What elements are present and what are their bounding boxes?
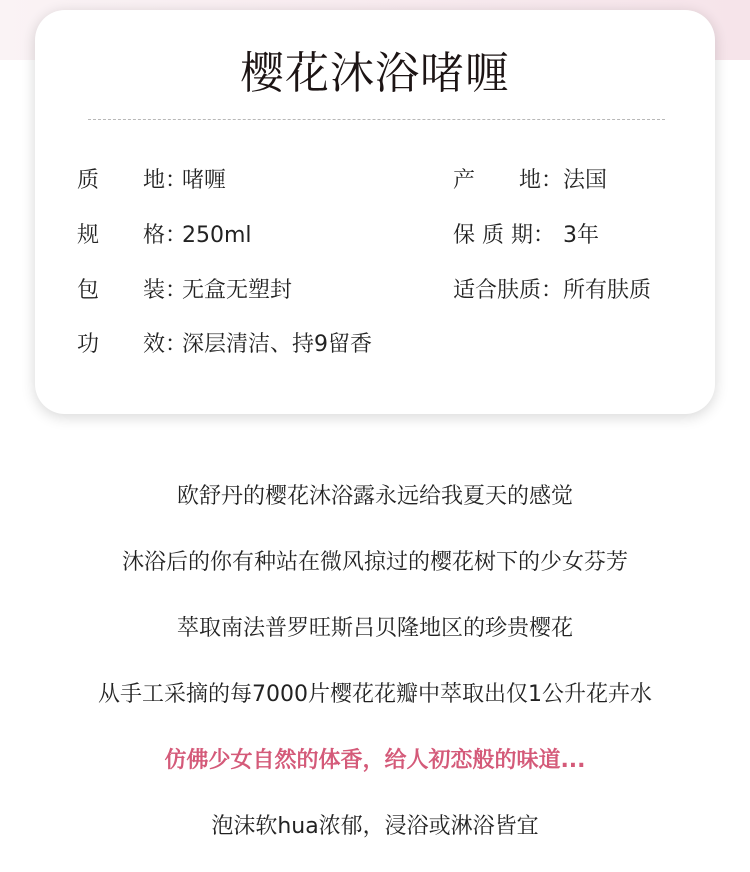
- spec-effect: [77, 330, 372, 360]
- spec-texture: [77, 166, 226, 196]
- spec-value: 无盒无塑封: [182, 278, 293, 303]
- description-line: 从手工采摘的每7000片樱花花瓣中萃取出仅1公升花卉水: [98, 682, 652, 707]
- spec-value: 啫喱: [182, 168, 227, 193]
- spec-value: 3年: [563, 223, 599, 248]
- spec-label: 包 装：: [77, 278, 188, 303]
- spec-packaging: [77, 276, 292, 306]
- spec-shelf-life: [453, 221, 599, 251]
- description-highlight-line: 仿佛少女自然的体香，给人初恋般的味道...: [164, 748, 586, 773]
- spec-volume: [77, 221, 252, 251]
- product-title: 樱花沐浴啫喱: [240, 48, 510, 99]
- spec-value: 法国: [563, 168, 608, 193]
- spec-value: 深层清洁、持9留香: [182, 332, 372, 357]
- spec-value: 所有肤质: [563, 278, 652, 303]
- spec-label: 质 地：: [77, 168, 188, 193]
- spec-label: 规 格：: [77, 223, 188, 248]
- spec-label: 功 效：: [77, 332, 188, 357]
- product-spec-card: [35, 10, 715, 414]
- spec-label: 适合肤质：: [453, 278, 564, 303]
- spec-value: 250ml: [182, 223, 252, 248]
- spec-skin-type: [453, 276, 651, 306]
- spec-origin: [453, 166, 607, 196]
- dashed-divider: [88, 119, 665, 120]
- description-line: 萃取南法普罗旺斯吕贝隆地区的珍贵樱花: [176, 616, 573, 641]
- spec-label: 保 质 期：: [453, 223, 555, 248]
- spec-label: 产 地：: [453, 168, 564, 193]
- description-line: 泡沫软hua浓郁，浸浴或淋浴皆宜: [211, 814, 539, 839]
- description-line: 沐浴后的你有种站在微风掠过的樱花树下的少女芬芳: [121, 550, 628, 575]
- description-line: 欧舒丹的樱花沐浴露永远给我夏天的感觉: [176, 484, 573, 509]
